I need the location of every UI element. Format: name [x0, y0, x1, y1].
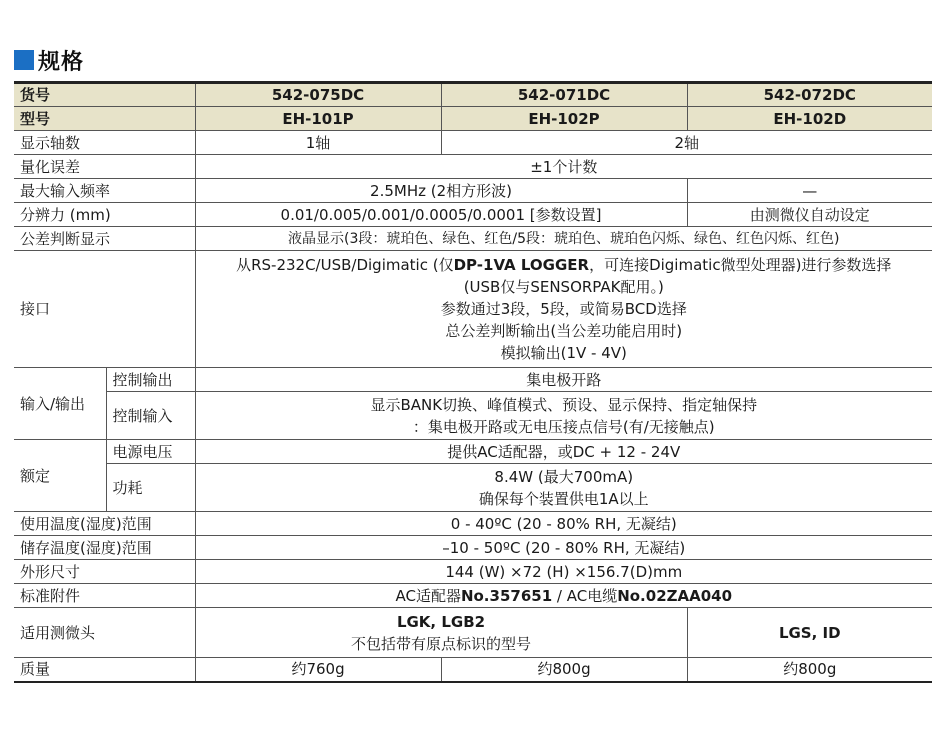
- label-interface: 接口: [14, 251, 195, 368]
- label-accessories: 标准附件: [14, 584, 195, 608]
- cell-part-no-1: 542-075DC: [195, 83, 441, 107]
- row-mass: [14, 658, 932, 682]
- row-rated-power: [14, 464, 932, 512]
- row-op-temp: [14, 512, 932, 536]
- cell-power: [195, 464, 932, 512]
- row-io-ctrl-out: [14, 368, 932, 392]
- label-axes: 显示轴数: [14, 131, 195, 155]
- row-accessories: [14, 584, 932, 608]
- cell-op-temp: 0 - 40ºC (20 - 80% RH, 无凝结): [195, 512, 932, 536]
- label-gauge: 适用测微头: [14, 608, 195, 658]
- label-ctrl-in: 控制输入: [106, 392, 195, 440]
- cell-resolution-3: 由测微仪自动设定: [687, 203, 932, 227]
- cell-model-1: EH-101P: [195, 107, 441, 131]
- row-resolution: [14, 203, 932, 227]
- acc-mid: / AC电缆: [552, 586, 618, 605]
- interface-line-5: 模拟输出(1V - 4V): [500, 344, 627, 362]
- interface-line-4: 总公差判断输出(当公差功能启用时): [445, 322, 683, 340]
- label-io: 输入/输出: [14, 368, 106, 440]
- label-resolution: 分辨力 (mm): [14, 203, 195, 227]
- power-line-1: 8.4W (最大700mA): [494, 467, 634, 486]
- acc-adapter-no: No.357651: [460, 586, 553, 605]
- cell-mass-1: 约760g: [195, 658, 441, 682]
- label-rated: 额定: [14, 440, 106, 512]
- acc-cable-no: No.02ZAA040: [617, 586, 733, 605]
- cell-axes-23: 2轴: [441, 131, 932, 155]
- row-dimensions: [14, 560, 932, 584]
- cell-model-2: EH-102P: [441, 107, 687, 131]
- interface-line-2: (USB仅与SENSORPAK配用。): [463, 278, 664, 296]
- gauge-12-models: LGK, LGB2: [396, 612, 486, 631]
- cell-max-freq-3: —: [687, 179, 932, 203]
- interface-line-1: [200, 254, 929, 276]
- label-tolerance: 公差判断显示: [14, 227, 195, 251]
- cell-gauge-3: LGS, ID: [687, 608, 932, 658]
- spec-table: [14, 81, 932, 683]
- row-part-no: [14, 83, 932, 107]
- row-gauge: [14, 608, 932, 658]
- label-power: 功耗: [106, 464, 195, 512]
- cell-voltage: 提供AC适配器，或DC + 12 - 24V: [195, 440, 932, 464]
- cell-part-no-2: 542-071DC: [441, 83, 687, 107]
- label-voltage: 电源电压: [106, 440, 195, 464]
- label-dimensions: 外形尺寸: [14, 560, 195, 584]
- blue-square-icon: [14, 50, 34, 70]
- cell-axes-1: 1轴: [195, 131, 441, 155]
- label-model: 型号: [14, 107, 195, 131]
- label-st-temp: 储存温度(湿度)范围: [14, 536, 195, 560]
- ctrl-in-line-2: ：集电极开路或无电压接点信号(有/无接触点): [412, 417, 715, 436]
- cell-st-temp: –10 - 50ºC (20 - 80% RH, 无凝结): [195, 536, 932, 560]
- cell-interface: [195, 251, 932, 368]
- cell-tolerance: 液晶显示(3段：琥珀色、绿色、红色/5段：琥珀色、琥珀色闪烁、绿色、红色闪烁、红色): [195, 227, 932, 251]
- cell-accessories: [195, 584, 932, 608]
- cell-resolution-12: 0.01/0.005/0.001/0.0005/0.0001 [参数设置]: [195, 203, 687, 227]
- power-line-2: 确保每个装置供电1A以上: [478, 489, 649, 508]
- label-ctrl-out: 控制输出: [106, 368, 195, 392]
- cell-ctrl-out: 集电极开路: [195, 368, 932, 392]
- cell-quant-error: ±1个计数: [195, 155, 932, 179]
- row-tolerance: [14, 227, 932, 251]
- label-max-freq: 最大输入频率: [14, 179, 195, 203]
- section-title: 规格: [38, 49, 85, 75]
- interface-line-1-bold: DP-1VA LOGGER: [453, 256, 590, 274]
- cell-mass-3: 约800g: [687, 658, 932, 682]
- ctrl-in-line-1: 显示BANK切换、峰值模式、预设、显示保持、指定轴保持: [370, 395, 758, 414]
- row-rated-voltage: [14, 440, 932, 464]
- label-part-no: 货号: [14, 83, 195, 107]
- row-model: [14, 107, 932, 131]
- cell-dimensions: 144 (W) ×72 (H) ×156.7(D)mm: [195, 560, 932, 584]
- row-quant-error: [14, 155, 932, 179]
- row-interface: [14, 251, 932, 368]
- label-op-temp: 使用温度(湿度)范围: [14, 512, 195, 536]
- interface-line-1-post: ，可连接Digimatic微型处理器)进行参数选择: [589, 256, 892, 274]
- row-st-temp: [14, 536, 932, 560]
- cell-part-no-3: 542-072DC: [687, 83, 932, 107]
- gauge-12-note: 不包括带有原点标识的型号: [351, 634, 532, 653]
- cell-model-3: EH-102D: [687, 107, 932, 131]
- section-heading: [14, 46, 84, 74]
- acc-pre: AC适配器: [395, 586, 461, 605]
- label-quant-error: 量化误差: [14, 155, 195, 179]
- cell-ctrl-in: [195, 392, 932, 440]
- row-io-ctrl-in: [14, 392, 932, 440]
- label-mass: 质量: [14, 658, 195, 682]
- row-axes: [14, 131, 932, 155]
- cell-max-freq-12: 2.5MHz (2相方形波): [195, 179, 687, 203]
- cell-gauge-12: [195, 608, 687, 658]
- interface-line-1-pre: 从RS-232C/USB/Digimatic (仅: [236, 256, 454, 274]
- interface-line-3: 参数通过3段，5段，或简易BCD选择: [440, 300, 687, 318]
- row-max-freq: [14, 179, 932, 203]
- cell-mass-2: 约800g: [441, 658, 687, 682]
